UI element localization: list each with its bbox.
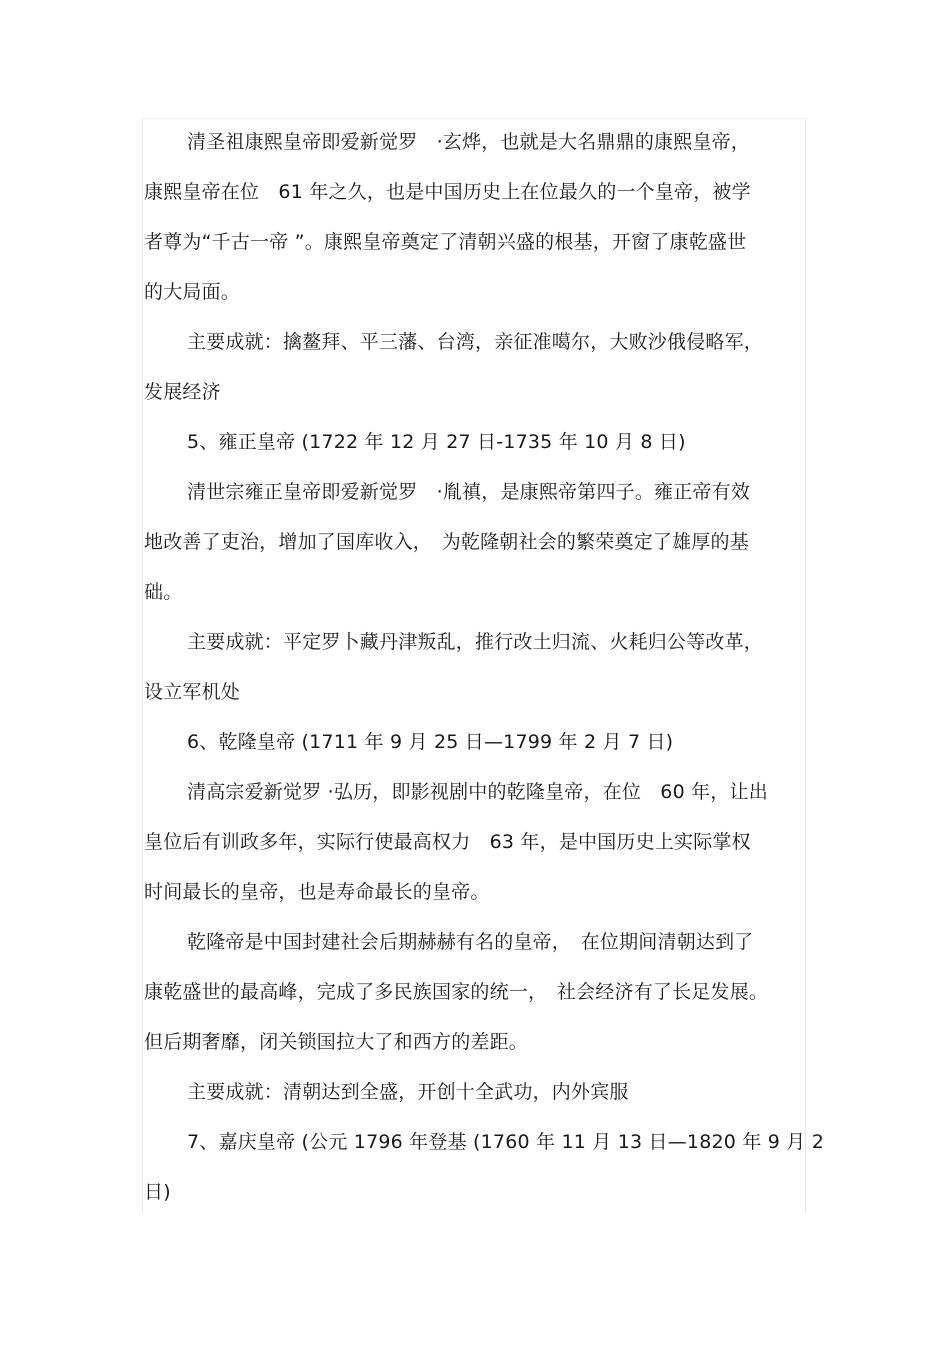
text-line: 清世宗雍正皇帝即爱新觉罗 ·胤禛，是康熙帝第四子。雍正帝有效 (187, 481, 751, 503)
text-line: 清高宗爱新觉罗 ·弘历，即影视剧中的乾隆皇帝，在位 60 年，让出 (187, 781, 768, 803)
text-line: 皇位后有训政多年，实际行使最高权力 63 年，是中国历史上实际掌权 (144, 831, 751, 853)
text-line: 主要成就：清朝达到全盛，开创十全武功，内外宾服 (187, 1081, 629, 1103)
text-line: 日) (144, 1181, 171, 1203)
text-line: 但后期奢靡，闭关锁国拉大了和西方的差距。 (144, 1031, 529, 1053)
text-line: 主要成就：擒鳌拜、平三藩、台湾，亲征准噶尔，大败沙俄侵略军， (187, 331, 764, 353)
text-line: 康熙皇帝在位 61 年之久，也是中国历史上在位最久的一个皇帝，被学 (144, 181, 751, 203)
section-heading: 7、嘉庆皇帝 (公元 1796 年登基 (1760 年 11 月 13 日—1820 年 9 月 2 (187, 1131, 825, 1153)
text-line: 主要成就：平定罗卜藏丹津叛乱，推行改土归流、火耗归公等改革， (187, 631, 764, 653)
text-line: 康乾盛世的最高峰，完成了多民族国家的统一， 社会经济有了长足发展。 (144, 981, 769, 1003)
text-line: 的大局面。 (144, 281, 241, 303)
text-line: 设立军机处 (144, 681, 241, 703)
text-line: 础。 (144, 581, 183, 603)
section-heading: 5、雍正皇帝 (1722 年 12 月 27 日-1735 年 10 月 8 日) (187, 431, 686, 453)
text-line: 发展经济 (144, 381, 221, 403)
text-line: 时间最长的皇帝，也是寿命最长的皇帝。 (144, 881, 490, 903)
text-line: 者尊为“千古一帝 ”。康熙皇帝奠定了清朝兴盛的根基，开窗了康乾盛世 (144, 231, 747, 253)
text-line: 地改善了吏治，增加了国库收入， 为乾隆朝社会的繁荣奠定了雄厚的基 (144, 531, 749, 553)
section-heading: 6、乾隆皇帝 (1711 年 9 月 25 日—1799 年 2 月 7 日) (187, 731, 674, 753)
text-line: 清圣祖康熙皇帝即爱新觉罗 ·玄烨，也就是大名鼎鼎的康熙皇帝， (187, 131, 751, 153)
text-line: 乾隆帝是中国封建社会后期赫赫有名的皇帝， 在位期间清朝达到了 (187, 931, 754, 953)
